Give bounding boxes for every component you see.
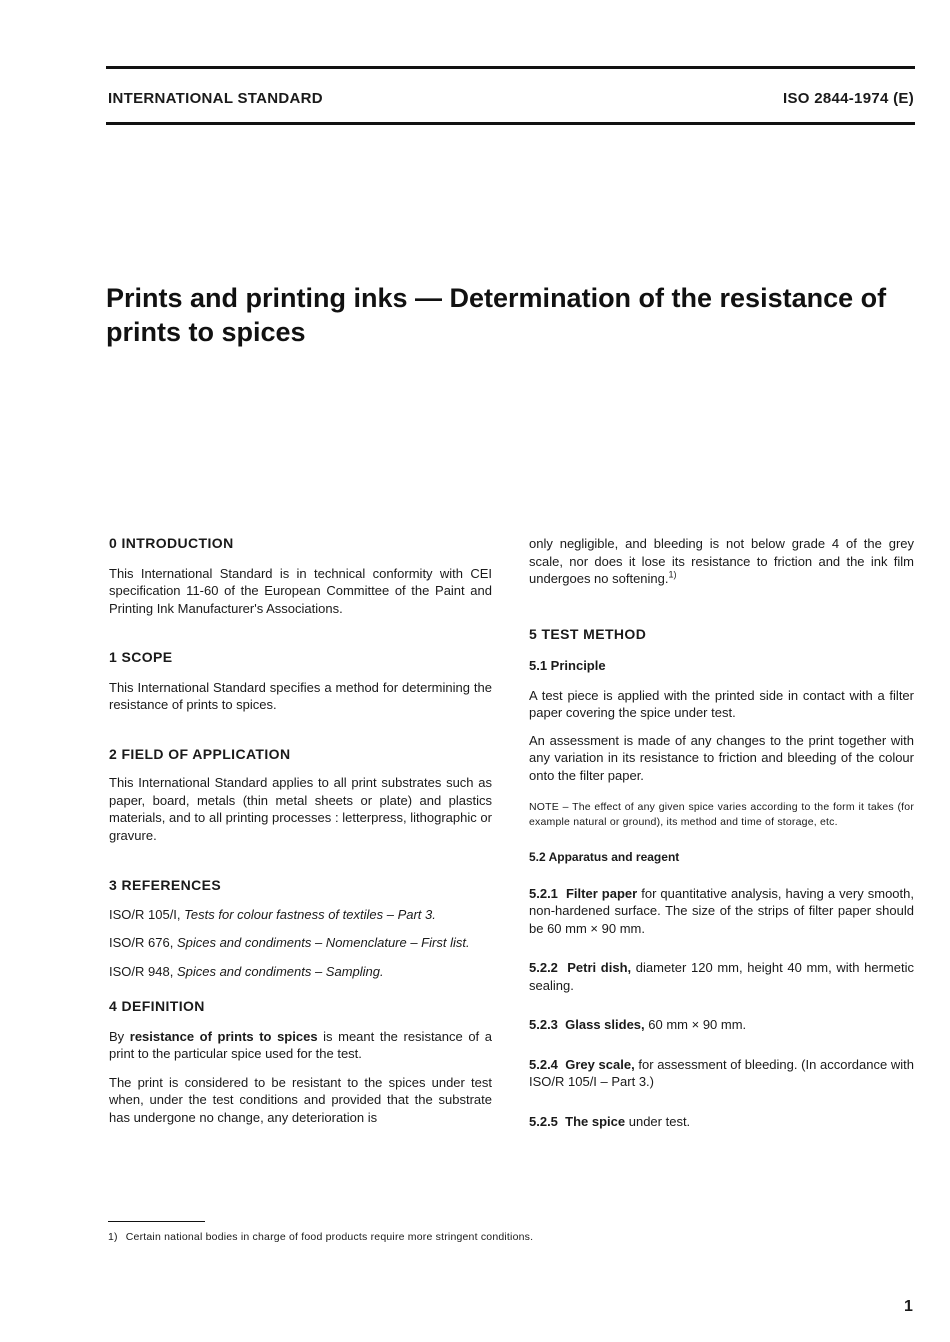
footnote-rule: [108, 1221, 205, 1222]
footnote-text: Certain national bodies in charge of food products require more stringent conditions.: [125, 1231, 534, 1243]
apparatus-term: The spice: [565, 1113, 626, 1129]
page-number: 1: [904, 1298, 913, 1315]
apparatus-item: 5.2.1 Filter paper for quantitative analysis, having a very smooth, non-hardened surface. The size of the strips of filter paper should be 60 mm × 90 mm.: [529, 885, 914, 936]
apparatus-item: 5.2.2 Petri dish, diameter 120 mm, height 40 mm, with hermetic sealing.: [529, 960, 914, 993]
apparatus-term: Glass slides,: [565, 1017, 645, 1032]
header-rule: [106, 122, 915, 125]
section-heading-definition: 4 DEFINITION: [109, 998, 205, 1014]
scope-text: This International Standard specifies a method for determining the resistance of prints to spices.: [109, 679, 492, 712]
definition-continuation: only negligible, and bleeding is not below grade 4 of the grey scale, nor does it lose its resistance to friction and the ink film undergoes no softening.$^{1)}$: [529, 536, 914, 586]
footnote-mark: 1): [108, 1231, 118, 1243]
principle-note: NOTE – The effect of any given spice varies according to the form it takes (for example natural or ground), its method and time of storage, etc.: [529, 801, 915, 828]
left-column: [109, 535, 492, 1126]
page-title: Prints and printing inks — Determination of the resistance of prints to spices: [106, 283, 887, 347]
top-rule: [106, 66, 915, 69]
section-heading-field: 2 FIELD OF APPLICATION: [109, 745, 291, 762]
reference-code: ISO/R 105/I,: [109, 906, 181, 922]
definition-text: By resistance of prints to spices is meant the resistance of a print to the particular spice used for the test.: [109, 1028, 492, 1061]
apparatus-term: Petri dish,: [567, 960, 632, 975]
field-text: This International Standard applies to all print substrates such as paper, board, metals (thin metal sheets or plate) and plastics materials, and to all printing processes : letterpress, lithographic or gravure.: [109, 775, 492, 843]
standard-number: ISO 2844-1974 (E): [782, 90, 914, 107]
apparatus-term: Filter paper: [565, 885, 638, 901]
section-heading-scope: 1 SCOPE: [109, 649, 173, 665]
section-heading-introduction: 0 INTRODUCTION: [109, 535, 234, 551]
reference-item: [109, 934, 492, 952]
reference-title: Tests for colour fastness of textiles – Part 3.: [184, 906, 436, 922]
subsection-heading-apparatus: 5.2 Apparatus and reagent: [529, 850, 680, 864]
apparatus-term: Grey scale,: [565, 1056, 635, 1072]
subsection-heading-principle: 5.1 Principle: [529, 658, 606, 673]
apparatus-item: 5.2.5 The spice under test.: [529, 1113, 691, 1129]
document-type: INTERNATIONAL STANDARD: [108, 90, 323, 107]
definition-condition-text: The print is considered to be resistant to the spices under test when, under the test conditions and provided that the substrate has undergone no change, any deterioration is: [109, 1074, 492, 1125]
reference-code: ISO/R 948,: [109, 963, 174, 979]
apparatus-item: 5.2.4 Grey scale, for assessment of bleeding. (In accordance with ISO/R 105/I – Part 3.): [529, 1056, 914, 1089]
principle-text: A test piece is applied with the printed side in contact with a filter paper covering the spice under test.: [529, 687, 914, 720]
introduction-text: This International Standard is in technical conformity with CEI specification 11-60 of the European Committee of the Paint and Printing Ink Manufacturer's Associations.: [109, 565, 492, 616]
reference-title: Spices and condiments – Nomenclature – First list.: [176, 935, 470, 950]
right-column: [529, 535, 914, 1130]
footnote-reference: 1): [668, 569, 677, 580]
reference-code: ISO/R 676,: [109, 935, 174, 950]
defined-term: resistance of prints to spices: [129, 1028, 318, 1044]
assessment-text: An assessment is made of any changes to the print together with any variation in its resistance to friction and bleeding of the colour onto the filter paper.: [529, 732, 914, 783]
reference-item: [109, 906, 492, 924]
section-heading-references: 3 REFERENCES: [109, 877, 222, 893]
reference-item: [109, 963, 492, 981]
section-heading-test-method: 5 TEST METHOD: [529, 625, 647, 642]
reference-title: Spices and condiments – Sampling.: [176, 963, 384, 979]
footnote: [108, 1231, 533, 1243]
apparatus-item: 5.2.3 Glass slides, 60 mm × 90 mm.: [529, 1017, 747, 1032]
